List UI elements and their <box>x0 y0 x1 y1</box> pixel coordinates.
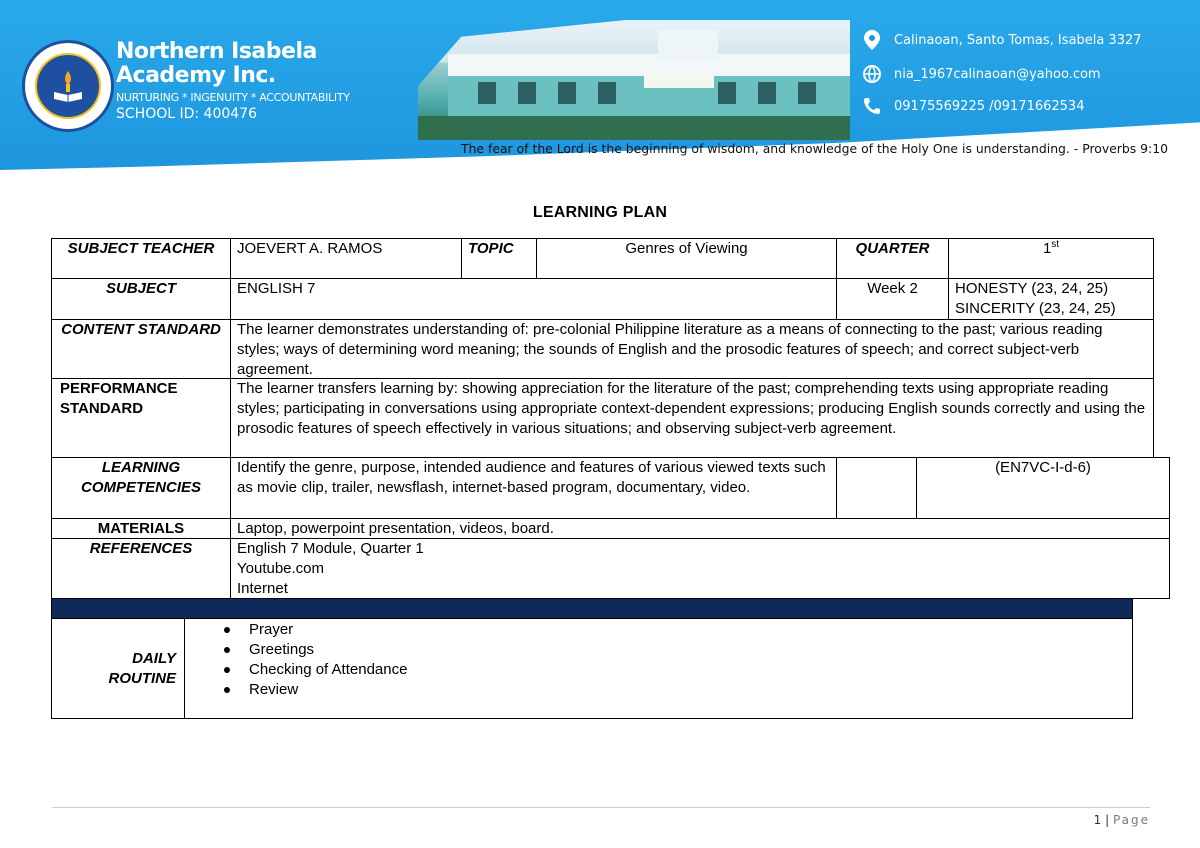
competency-code: (EN7VC-I-d-6) <box>916 457 1170 519</box>
references-list <box>230 538 1170 599</box>
school-seal-logo <box>22 40 114 132</box>
footer-divider <box>52 807 1150 808</box>
teacher-name: JOEVERT A. RAMOS <box>230 238 462 279</box>
quarter-label: QUARTER <box>836 238 949 279</box>
references-label: REFERENCES <box>51 538 231 599</box>
daily-routine-label: DAILY ROUTINE <box>51 618 185 719</box>
topic-label: TOPIC <box>461 238 537 279</box>
routine-item: Review <box>191 680 1126 700</box>
routine-item: Greetings <box>191 640 1126 660</box>
email-text: nia_1967calinaoan@yahoo.com <box>894 66 1101 82</box>
blank-cell <box>836 457 917 519</box>
learning-competencies-text: Identify the genre, purpose, intended audience and features of various viewed texts such as movie clip, trailer, newsflash, internet-based program, documentary, video. <box>230 457 837 519</box>
contact-phone <box>862 96 1084 116</box>
week-value: Week 2 <box>836 278 949 320</box>
reference-item: Internet <box>237 580 288 597</box>
school-building-photo <box>418 20 850 140</box>
materials-text: Laptop, powerpoint presentation, videos, board. <box>230 518 1170 539</box>
reference-item: Youtube.com <box>237 560 325 577</box>
reference-item: English 7 Module, Quarter 1 <box>237 540 424 557</box>
globe-icon <box>862 64 882 84</box>
location-pin-icon <box>862 30 882 50</box>
learning-competencies-label: LEARNING COMPETENCIES <box>51 457 231 519</box>
school-motto: NURTURING * INGENUITY * ACCOUNTABILITY <box>116 91 350 104</box>
school-name: Northern Isabela Academy Inc. <box>116 39 317 88</box>
phone-text: 09175569225 /09171662534 <box>894 98 1085 114</box>
performance-standard-text: The learner transfers learning by: showing appreciation for the literature of the past; comprehending texts using appropriate reading styles; participating in conversations using appropriate context-dependent expressions; producing English sounds correctly and using the prosodic features of speech effectively in various situations; and observing subject-verb agreement. <box>230 378 1154 458</box>
bible-verse: The fear of the Lord is the beginning of wisdom, and knowledge of the Holy One is understanding. - Proverbs 9:10 <box>461 141 1168 156</box>
quarter-value: 1st <box>948 238 1154 279</box>
subject-label: SUBJECT <box>51 278 231 320</box>
page-number: 1 | Page <box>1093 813 1150 827</box>
address-text: Calinaoan, Santo Tomas, Isabela 3327 <box>894 32 1142 48</box>
subject-value: ENGLISH 7 <box>230 278 837 320</box>
phone-icon <box>862 96 882 116</box>
school-id: SCHOOL ID: 400476 <box>116 106 257 122</box>
topic-value: Genres of Viewing <box>536 238 837 279</box>
section-divider-band <box>51 598 1133 619</box>
torch-book-icon <box>48 66 88 106</box>
content-standard-text: The learner demonstrates understanding of: pre-colonial Philippine literature as a means of connecting to the past; various reading styles; ways of determining word meaning; the sounds of English and the prosodic features of speech; and correct subject-verb agreement. <box>230 319 1154 379</box>
daily-routine-list <box>184 618 1133 719</box>
sections-value: HONESTY (23, 24, 25) SINCERITY (23, 24, 25) <box>948 278 1154 320</box>
performance-standard-label: PERFORMANCE STANDARD <box>51 378 231 458</box>
subject-teacher-label: SUBJECT TEACHER <box>51 238 231 279</box>
contact-email <box>862 64 1101 84</box>
routine-item: Prayer <box>191 620 1126 640</box>
routine-item: Checking of Attendance <box>191 660 1126 680</box>
contact-address <box>862 30 1142 50</box>
materials-label: MATERIALS <box>51 518 231 539</box>
content-standard-label: CONTENT STANDARD <box>51 319 231 379</box>
document-title: LEARNING PLAN <box>532 204 668 221</box>
